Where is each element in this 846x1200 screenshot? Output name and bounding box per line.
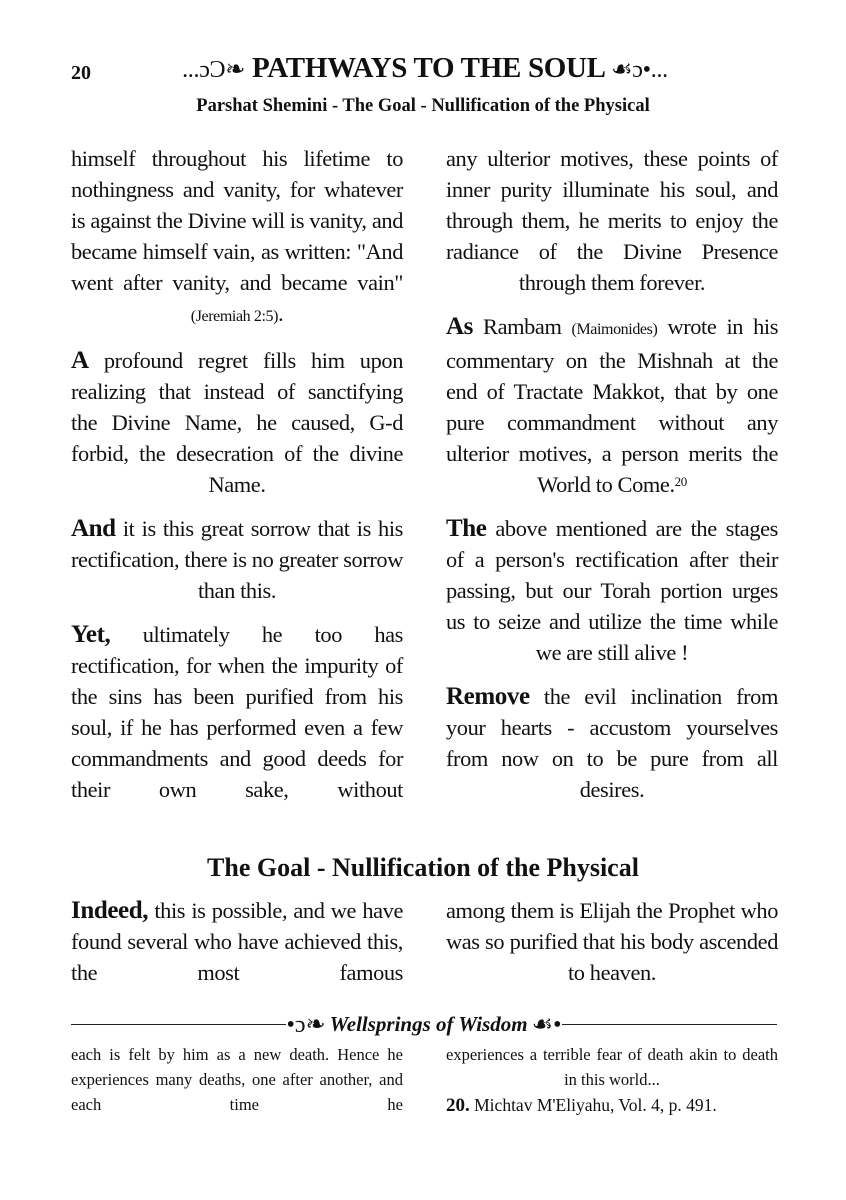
paragraph: [71, 143, 403, 332]
lead-word: Indeed,: [71, 897, 149, 924]
paragraph-text: any ulterior motives, these points of inner purity illuminate his soul, and through them, he merits to enjoy the radiance of the Divine Presence through them forever.: [446, 146, 778, 295]
footnote-left: [71, 1042, 403, 1117]
period: .: [278, 301, 284, 326]
paragraph: [71, 513, 403, 606]
paragraph: [71, 895, 403, 988]
footnote-text: experiences a terrible fear of death akin to death in this world...: [446, 1045, 778, 1089]
paragraph-text: this is possible, and we have found several who have achieved this, the most famous: [71, 898, 403, 985]
paragraph: [446, 895, 778, 988]
ornament-left-icon: ...ɔƆ❧: [182, 57, 246, 83]
divider-title: Wellsprings of Wisdom: [329, 1011, 528, 1036]
divider-line: [562, 1024, 777, 1025]
left-column: [71, 143, 403, 818]
ornament-right-icon: ☙•: [531, 1011, 562, 1038]
section-right-column: [446, 895, 778, 1001]
lead-word: Yet,: [71, 621, 111, 648]
lead-word: The: [446, 515, 487, 542]
paragraph: [446, 143, 778, 298]
footnote-right: [446, 1042, 778, 1118]
paragraph: [446, 311, 778, 500]
lead-word: A: [71, 347, 89, 374]
ornament-right-icon: ☙ɔ•...: [611, 57, 668, 83]
citation: (Maimonides): [571, 321, 658, 338]
paragraph-text: Rambam: [483, 314, 562, 339]
paragraph: [446, 681, 778, 805]
paragraph-text: the evil inclination from your hearts - accustom yourselves from now on to be pure from all desires.: [446, 684, 778, 802]
chapter-subtitle: Parshat Shemini - The Goal - Nullification of the Physical: [196, 96, 650, 116]
paragraph-text: it is this great sorrow that is his rectification, there is no greater sorrow than this.: [71, 516, 403, 603]
footnote-number: 20.: [446, 1095, 470, 1116]
paragraph-text: himself throughout his lifetime to nothingness and vanity, for whatever is against the Divine will is vanity, and became himself vain, as written: "And went after vanity, and became vain": [71, 146, 403, 295]
footnote-mark[interactable]: 20: [674, 474, 687, 489]
paragraph: [446, 513, 778, 668]
lead-word: And: [71, 515, 116, 542]
footnote-divider: [71, 1012, 777, 1036]
divider-line: [71, 1024, 286, 1025]
footnote-text: each is felt by him as a new death. Hence he experiences many deaths, one after another, and each time he: [71, 1045, 403, 1114]
paragraph-text: profound regret fills him upon realizing that instead of sanctifying the Divine Name, he caused, G-d forbid, the desecration of the divine Name.: [71, 348, 403, 497]
ornament-left-icon: •ɔ❧: [286, 1011, 326, 1038]
right-column: [446, 143, 778, 818]
paragraph-text: among them is Elijah the Prophet who was so purified that his body ascended to heaven.: [446, 898, 778, 985]
lead-word: Remove: [446, 683, 530, 710]
paragraph: [71, 345, 403, 500]
footnote-source: Michtav M'Eliyahu, Vol. 4, p. 491.: [474, 1095, 717, 1115]
page-number: 20: [71, 62, 91, 84]
footnote-20: [446, 1093, 778, 1118]
running-header: [130, 52, 720, 85]
book-title: PATHWAYS TO THE SOUL: [252, 52, 605, 84]
paragraph-text: above mentioned are the stages of a person's rectification after their passing, but our Torah portion urges us to seize and utilize the time while we are still alive !: [446, 516, 778, 665]
paragraph-text: ultimately he too has rectification, for when the impurity of the sins has been purified from his soul, if he has performed even a few commandments and good deeds for their own sake, without: [71, 622, 403, 802]
section-left-column: [71, 895, 403, 1001]
citation: (Jeremiah 2:5): [190, 308, 279, 325]
section-heading: The Goal - Nullification of the Physical: [207, 853, 639, 882]
paragraph-text: wrote in his commentary on the Mishnah at the end of Tractate Makkot, that by one pure commandment without any ulterior motives, a person merits the World to Come.: [446, 314, 779, 497]
lead-word: As: [446, 313, 473, 340]
paragraph: [71, 619, 403, 805]
